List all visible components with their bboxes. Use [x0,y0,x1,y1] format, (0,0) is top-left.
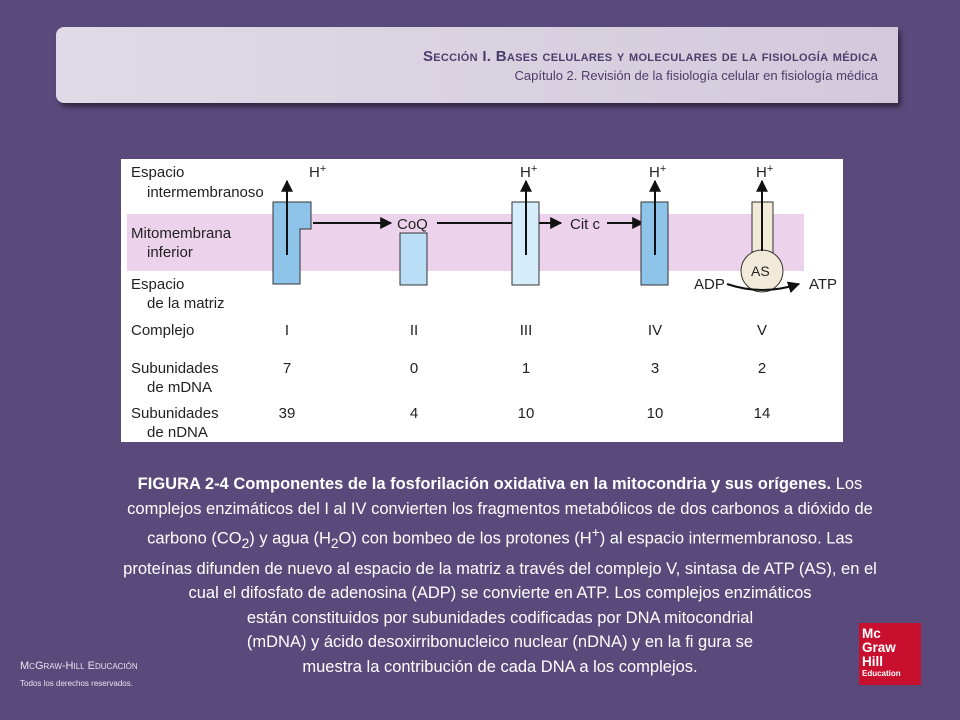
ndna-count-v: 14 [753,405,771,422]
rights-notice: Todos los derechos reservados. [20,679,133,688]
mdna-count-i: 7 [282,360,292,377]
label-ndna-1: Subunidades [131,405,219,422]
caption-l3g: ) al espacio intermembranoso. Las [599,529,853,548]
oxidative-phosphorylation-figure [121,159,843,442]
ndna-count-ii: 4 [409,405,419,422]
coq-label: CoQ [397,216,428,233]
section-title: Sección I. Bases celulares y moleculares de la fisiología médica [422,48,878,65]
complex-numeral-v: V [756,322,768,339]
mdna-count-v: 2 [757,360,767,377]
ndna-count-iv: 10 [646,405,664,422]
figure-diagram [121,159,843,442]
label-membrane-1: Mitomembrana [131,225,232,242]
label-mdna-2: de mDNA [147,379,213,396]
as-label: AS [751,263,770,279]
caption-l3f: + [591,525,600,541]
label-complex: Complejo [131,322,195,339]
label-mdna-1: Subunidades [131,360,219,377]
proton-label-v: H+ [756,163,774,181]
mdna-count-iv: 3 [650,360,660,377]
caption-line-6: están constituidos por subunidades codificadas por DNA mitocondrial [246,608,754,627]
cytochrome-c-label: Cit c [570,216,600,233]
logo-line-2: Graw [862,640,896,655]
logo-line-1: Mc [862,626,881,641]
label-ndna-2: de nDNA [147,424,208,441]
complex-ii-shape [400,233,427,285]
caption-line-5: cual el difosfato de adenosina (ADP) se convierte en ATP. Los complejos enzimáticos [188,584,812,603]
logo-line-3: Hill [862,654,884,669]
label-intermembrane-2: intermembranoso [147,184,264,201]
complex-numeral-iv: IV [647,322,663,339]
caption-l3b: 2 [241,535,250,551]
proton-label-iii: H+ [520,163,538,181]
caption-l3c: ) y agua (H [249,529,331,548]
ndna-count-i: 39 [278,405,296,422]
caption-l3d: 2 [330,535,339,551]
label-matrix-2: de la matriz [147,295,225,312]
caption-line-1-rest: Los [831,475,863,493]
label-membrane-2: inferior [147,244,193,261]
complex-numeral-ii: II [409,322,419,339]
complex-numeral-i: I [284,322,290,339]
chapter-subtitle: Capítulo 2. Revisión de la fisiología celular en fisiología médica [514,68,878,83]
caption-line-2: complejos enzimáticos del I al IV convierten los fragmentos metabólicos de dos carbonos a dióxido de [127,499,873,518]
caption-l3a: carbono (CO [147,529,242,548]
ndna-count-iii: 10 [517,405,535,422]
mdna-count-iii: 1 [521,360,531,377]
mcgraw-hill-logo [859,623,921,685]
caption-l3e: O) con bombeo de los protones (H [338,529,592,548]
caption-line-1 [80,472,920,497]
caption-line-4: proteínas difunden de nuevo al espacio de la matriz a través del complejo V, sintasa de ATP (AS), en el [123,559,877,578]
atp-label: ATP [809,276,838,293]
caption-line-7: (mDNA) y ácido desoxirribonucleico nuclear (nDNA) y en la fi gura se [246,633,754,652]
label-matrix-1: Espacio [131,276,185,293]
complex-numeral-iii: III [519,322,533,339]
mdna-count-ii: 0 [409,360,419,377]
label-intermembrane-1: Espacio [131,164,185,181]
caption-line-3 [80,521,920,556]
figure-caption [80,472,920,680]
caption-line-8: muestra la contribución de cada DNA a los complejos. [302,657,698,676]
section-header [56,27,898,103]
publisher-brand: McGraw-Hill Educación [20,660,138,672]
logo-line-4: Education [862,669,901,678]
adp-label: ADP [694,276,725,293]
figure-label: FIGURA 2-4 Componentes de la fosforilación oxidativa en la mitocondria y sus orígenes. [137,475,832,493]
proton-label-i: H+ [309,163,327,181]
proton-label-iv: H+ [649,163,667,181]
